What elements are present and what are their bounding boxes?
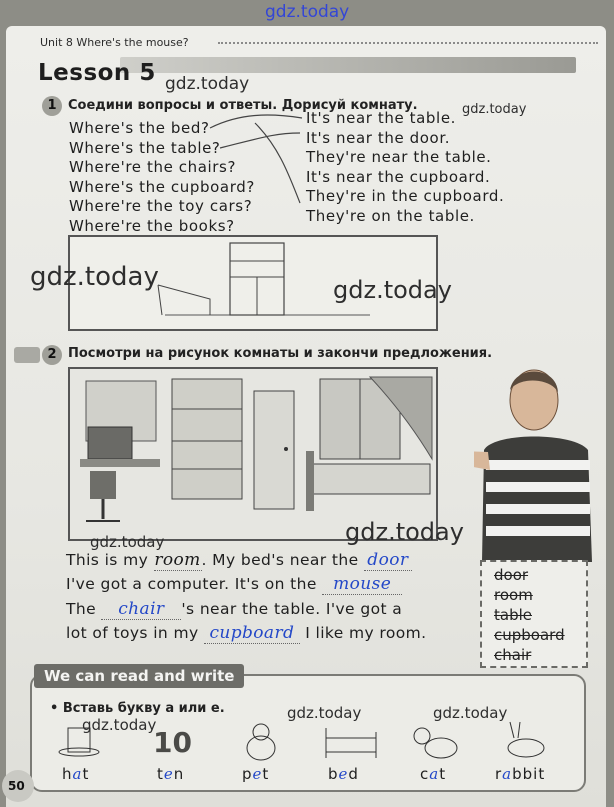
cat-pet-icon	[247, 724, 275, 760]
answer-1: It's near the table.	[306, 109, 457, 127]
rw-pictures	[56, 718, 576, 766]
s1-text-b: . My bed's near the	[201, 551, 359, 569]
watermark-5: gdz.today	[345, 518, 464, 546]
sentence-3	[66, 599, 402, 620]
inserted-letter[interactable]: a	[429, 765, 440, 783]
answer-6: They're on the table.	[306, 206, 475, 225]
sentence-1	[66, 550, 412, 571]
answer-door[interactable]: door	[364, 550, 412, 571]
word-box	[480, 560, 588, 668]
watermark-4: gdz.today	[462, 102, 527, 117]
page-number: 50	[8, 779, 25, 793]
cat-icon	[414, 728, 457, 758]
watermark-9: gdz.today	[82, 716, 157, 734]
answer-3: They're near the table.	[306, 148, 492, 166]
answer-mouse[interactable]: mouse	[322, 574, 402, 595]
question-1: Where's the bed?	[69, 119, 210, 137]
boy-illustration	[474, 360, 600, 562]
s2-text-a: I've got a computer. It's on the	[66, 575, 317, 593]
inserted-letter[interactable]: e	[338, 765, 349, 783]
word-box-item: door	[494, 566, 529, 584]
answer-5: They're in the cupboard.	[306, 187, 505, 205]
answer-cupboard[interactable]: cupboard	[204, 623, 300, 644]
task1-instruction: Соедини вопросы и ответы. Дорисуй комнату.	[68, 98, 418, 113]
bed-icon	[326, 728, 376, 758]
sentence-2	[66, 574, 402, 595]
unit-header: Unit 8 Where's the mouse?	[40, 36, 189, 49]
s4-text-b: I like my room.	[305, 624, 427, 642]
watermark-8: gdz.today	[433, 704, 508, 722]
task1-answers	[306, 109, 504, 226]
answer-room[interactable]: room	[154, 550, 201, 570]
watermark-7: gdz.today	[287, 704, 362, 722]
answer-4: It's near the cupboard.	[306, 167, 491, 186]
s3-text-b: 's near the table. I've got a	[181, 600, 403, 618]
read-write-instruction: • Вставь букву a или e.	[50, 701, 225, 716]
s4-text-a: lot of toys in my	[66, 624, 199, 642]
task1-number: 1	[42, 96, 62, 116]
question-6: Where're the books?	[69, 216, 235, 235]
room-illustration	[68, 367, 438, 541]
watermark-1: gdz.today	[30, 262, 159, 292]
watermark-2: gdz.today	[333, 276, 452, 304]
hat-icon	[59, 728, 99, 756]
question-5: Where're the toy cars?	[69, 197, 253, 215]
word-box-item: chair	[494, 646, 532, 664]
lesson-bar	[120, 57, 576, 73]
question-4: Where's the cupboard?	[69, 177, 255, 196]
answer-2: It's near the door.	[306, 128, 451, 147]
watermark-top: gdz.today	[265, 2, 350, 22]
answer-chair[interactable]: chair	[101, 599, 181, 620]
word-box-item: table	[494, 606, 532, 624]
task2-number: 2	[42, 345, 62, 365]
question-3: Where're the chairs?	[69, 158, 237, 176]
lesson-title: Lesson 5	[38, 60, 156, 86]
s3-text-a: The	[66, 600, 97, 618]
inserted-letter[interactable]: a	[502, 765, 513, 783]
header-dotted-line	[218, 42, 598, 44]
task2-instruction: Посмотри на рисунок комнаты и закончи предложения.	[68, 346, 493, 361]
word-pet: pet	[242, 765, 270, 783]
sentence-4	[66, 623, 426, 644]
rw-instruction-text: Вставь букву a или e.	[62, 701, 225, 716]
rabbit-icon	[508, 722, 544, 757]
word-ten: ten	[157, 765, 185, 783]
inserted-letter[interactable]: e	[163, 765, 174, 783]
question-2: Where's the table?	[69, 138, 221, 157]
word-box-item: cupboard	[494, 626, 565, 644]
word-hat: hat	[62, 765, 90, 783]
read-write-banner: We can read and write	[34, 664, 244, 688]
watermark-6: gdz.today	[90, 533, 165, 551]
watermark-3: gdz.today	[165, 74, 250, 94]
number-ten: 10	[153, 726, 192, 759]
inserted-letter[interactable]: a	[72, 765, 83, 783]
book-icon	[14, 347, 40, 363]
word-box-item: room	[494, 586, 533, 604]
word-rabbit: rabbit	[495, 765, 546, 783]
connect-lines	[200, 108, 310, 228]
word-cat: cat	[420, 765, 447, 783]
s1-text-a: This is my	[66, 551, 149, 569]
word-bed: bed	[328, 765, 359, 783]
inserted-letter[interactable]: e	[252, 765, 263, 783]
